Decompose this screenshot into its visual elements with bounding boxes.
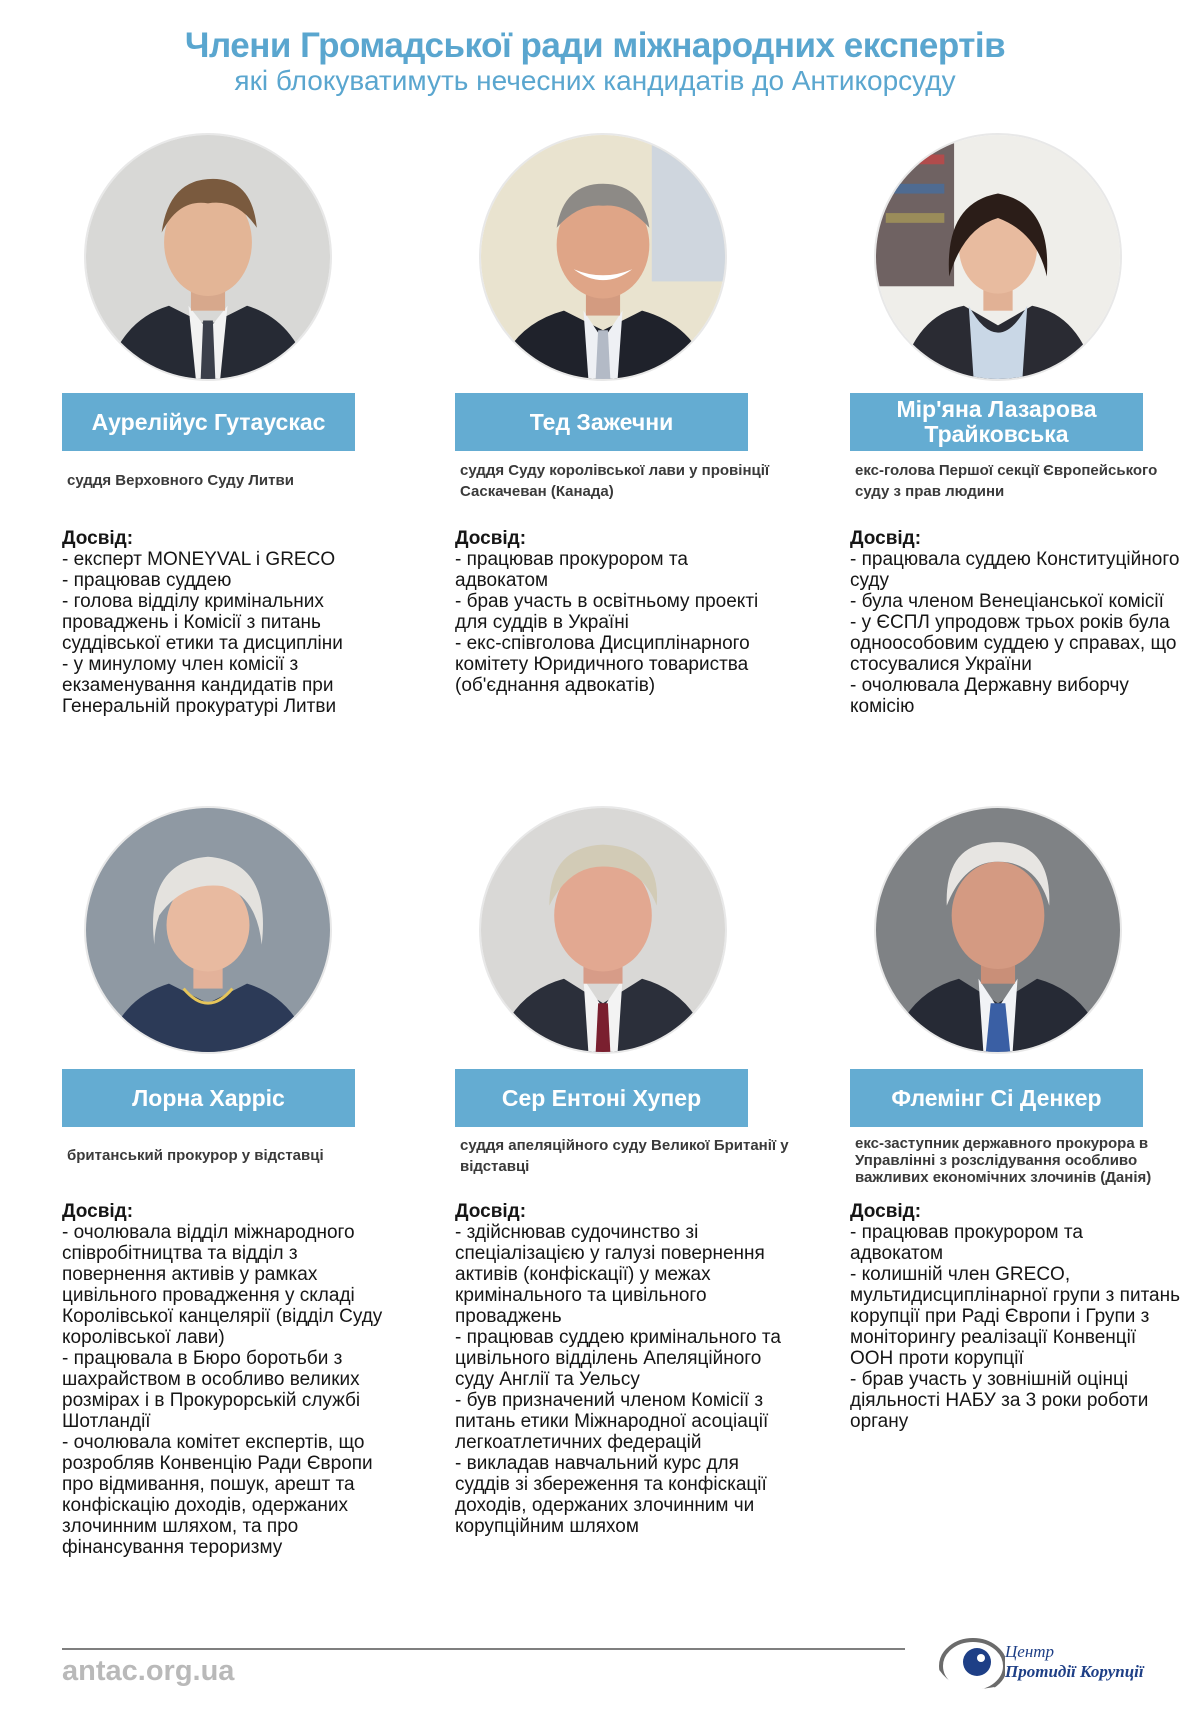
experience-item: - у минулому член комісії з екзаменування кандидатів при Генеральній прокуратурі Литви: [62, 654, 337, 717]
portrait-photo: [479, 133, 727, 381]
experience-item: - працював суддею: [62, 570, 232, 591]
experience-item: - працював прокурором та адвокатом: [850, 1222, 1083, 1264]
experience-item: - очолювала відділ міжнародного співробітництва та відділ з повернення активів у рамках цивільного провадження у складі Королівської канцелярії (відділ Суду королівської лави): [62, 1222, 383, 1348]
person-role: екс-заступник державного прокурора в Управлінні з розслідування особливо важливих економічних злочинів (Данія): [855, 1135, 1152, 1186]
person-role: екс-голова Першої секції Європейського суду з прав людини: [855, 462, 1158, 500]
experience-section: [850, 528, 1180, 717]
experience-heading: Досвід:: [62, 528, 134, 549]
portrait-image: [876, 135, 1120, 379]
page-subtitle: які блокуватимуть нечесних кандидатів до Антикорсуду: [234, 65, 956, 96]
portrait-image: [876, 808, 1120, 1052]
portrait-photo: [84, 133, 332, 381]
experience-item: - працювала суддею Конституційного суду: [850, 549, 1180, 591]
experience-item: - здійснював судочинство зі спеціалізацією у галузі повернення активів (конфіскації) у межах кримінального та цивільного проваджень: [455, 1222, 765, 1327]
experience-section: [850, 1201, 1180, 1432]
experience-item: - експерт MONEYVAL і GRECO: [62, 549, 336, 570]
experience-item: - викладав навчальний курс для суддів зі збереження та конфіскації доходів, одержаних злочинним чи корупційним шляхом: [455, 1453, 767, 1537]
experience-item: - працювала в Бюро боротьби з шахрайством в особливо великих розмірах і в Прокурорській службі Шотландії: [62, 1348, 361, 1432]
site-link[interactable]: antac.org.ua: [62, 1655, 235, 1687]
portrait-image: [86, 135, 330, 379]
experience-section: [62, 1201, 392, 1558]
portrait-photo: [874, 133, 1122, 381]
experience-item: - була членом Венеціанської комісії: [850, 591, 1164, 612]
experience-item: - екс-співголова Дисциплінарного комітету Юридичного товариства (об'єднання адвокатів): [455, 633, 750, 696]
experience-section: [455, 1201, 785, 1537]
portrait-photo: [479, 806, 727, 1054]
person-name: Тед Зажечни: [455, 393, 748, 451]
portrait-photo: [874, 806, 1122, 1054]
experience-heading: Досвід:: [455, 528, 527, 549]
person-role: суддя Верховного Суду Литви: [67, 472, 294, 489]
person-name: Флемінг Сі Денкер: [850, 1069, 1143, 1127]
person-role: суддя Суду королівської лави у провінції Саскачеван (Канада): [460, 462, 770, 500]
experience-item: - брав участь у зовнішній оцінці діяльності НАБУ за 3 роки роботи органу: [850, 1369, 1149, 1432]
experience-item: - голова відділу кримінальних проваджень і Комісії з питань суддівської етики та дисципліни: [62, 591, 343, 654]
footer-divider: [62, 1648, 905, 1650]
experience-item: - брав участь в освітньому проекті для суддів в Україні: [455, 591, 759, 633]
portrait-image: [86, 808, 330, 1052]
person-name: Лорна Харріс: [62, 1069, 355, 1127]
portrait-image: [481, 808, 725, 1052]
experience-heading: Досвід:: [850, 528, 922, 549]
experience-section: [62, 528, 392, 717]
experience-heading: Досвід:: [62, 1201, 134, 1222]
experience-item: - очолювала Державну виборчу комісію: [850, 675, 1129, 717]
person-role: суддя апеляційного суду Великої Британії у відставці: [460, 1137, 789, 1175]
portrait-image: [481, 135, 725, 379]
person-role: британський прокурор у відставці: [67, 1147, 324, 1164]
logo-line-1: Центр: [1005, 1642, 1055, 1661]
experience-heading: Досвід:: [850, 1201, 922, 1222]
eye-logo-icon: [935, 1632, 1005, 1700]
person-name: Мір'яна Лазарова Трайковська: [850, 393, 1143, 451]
logo-text: [1005, 1642, 1144, 1682]
experience-heading: Досвід:: [455, 1201, 527, 1222]
experience-item: - у ЄСПЛ упродовж трьох років була одноособовим суддею у справах, що стосувалися України: [850, 612, 1177, 675]
experience-item: - колишній член GRECO, мультидисциплінарної групи з питань корупції при Раді Європи і Групи з моніторингу реалізації Конвенції ООН проти корупції: [850, 1264, 1181, 1369]
page-header: [0, 26, 1190, 96]
experience-item: - працював прокурором та адвокатом: [455, 549, 688, 591]
person-name: Сер Ентоні Хупер: [455, 1069, 748, 1127]
experience-section: [455, 528, 785, 696]
page-title: Члени Громадської ради міжнародних експертів: [184, 26, 1006, 65]
logo-line-2: Протидії Корупції: [1005, 1662, 1144, 1681]
person-name: Аурелійус Гутаускас: [62, 393, 355, 451]
portrait-photo: [84, 806, 332, 1054]
experience-item: - очолювала комітет експертів, що розробляв Конвенцію Ради Європи про відмивання, пошук, арешт та конфіскацію доходів, одержаних злочинним шляхом, та про фінансування тероризму: [62, 1432, 373, 1558]
experience-item: - працював суддею кримінального та цивільного відділень Апеляційного суду Англії та Уельсу: [455, 1327, 781, 1390]
experience-item: - був призначений членом Комісії з питань етики Міжнародної асоціації легкоатлетичних федерацій: [455, 1390, 769, 1453]
antac-logo: [935, 1632, 1145, 1700]
